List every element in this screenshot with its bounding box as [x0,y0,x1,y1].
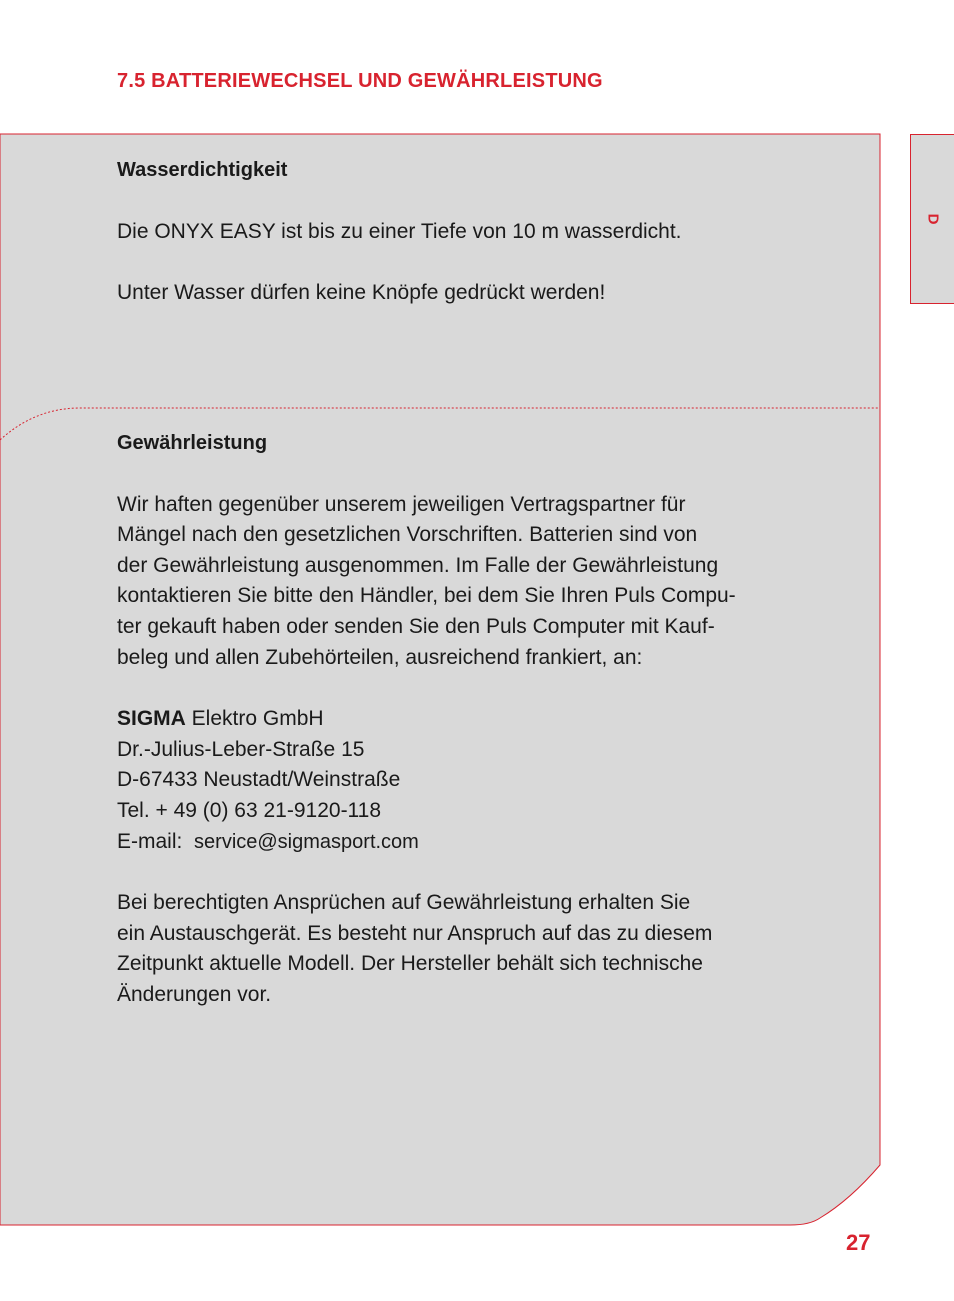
waterproof-section [117,155,827,309]
text-line: Wir haften gegenüber unserem jeweiligen Vertragspartner für [117,492,686,516]
text-line: kontaktieren Sie bitte den Händler, bei dem Sie Ihren Puls Compu- [117,584,736,608]
phone: Tel. + 49 (0) 63 21-9120-118 [117,798,382,822]
warranty-section [117,428,827,1011]
page-number: 27 [846,1230,871,1255]
address-block [117,704,827,857]
email-label: E-mail: [117,829,189,853]
waterproof-heading: Wasserdichtigkeit [117,159,288,181]
waterproof-depth: Die ONYX EASY ist bis zu einer Tiefe von 10 m wasserdicht. [117,219,682,243]
warranty-paragraph-1 [117,490,827,674]
email-line [117,827,827,858]
warranty-paragraph-2 [117,888,827,1010]
text-line: Änderungen vor. [117,982,272,1006]
street: Dr.-Julius-Leber-Straße 15 [117,737,365,761]
text-line: beleg und allen Zubehörteilen, ausreichend frankiert, an: [117,645,643,669]
text-line: der Gewährleistung ausgenommen. Im Falle der Gewährleistung [117,553,719,577]
waterproof-buttons-warning: Unter Wasser dürfen keine Knöpfe gedrückt werden! [117,281,606,305]
company-name [117,704,827,735]
warranty-heading: Gewährleistung [117,432,268,454]
language-tab [910,134,954,304]
email-link[interactable]: service@sigmasport.com [194,830,419,853]
text-line: Bei berechtigten Ansprüchen auf Gewährleistung erhalten Sie [117,891,691,915]
brand-name: SIGMA [117,707,186,731]
text-line: Zeitpunkt aktuelle Modell. Der Hersteller behält sich technische [117,952,703,976]
company-suffix: Elektro GmbH [185,707,324,731]
text-line: Mängel nach den gesetzlichen Vorschriften. Batterien sind von [117,523,698,547]
text-line: ter gekauft haben oder senden Sie den Puls Computer mit Kauf- [117,614,715,638]
city: D-67433 Neustadt/Weinstraße [117,768,401,792]
text-line: ein Austauschgerät. Es besteht nur Anspruch auf das zu diesem [117,921,713,945]
section-title: 7.5 BATTERIEWECHSEL UND GEWÄHRLEISTUNG [117,70,603,92]
language-tab-label: D [924,213,941,225]
